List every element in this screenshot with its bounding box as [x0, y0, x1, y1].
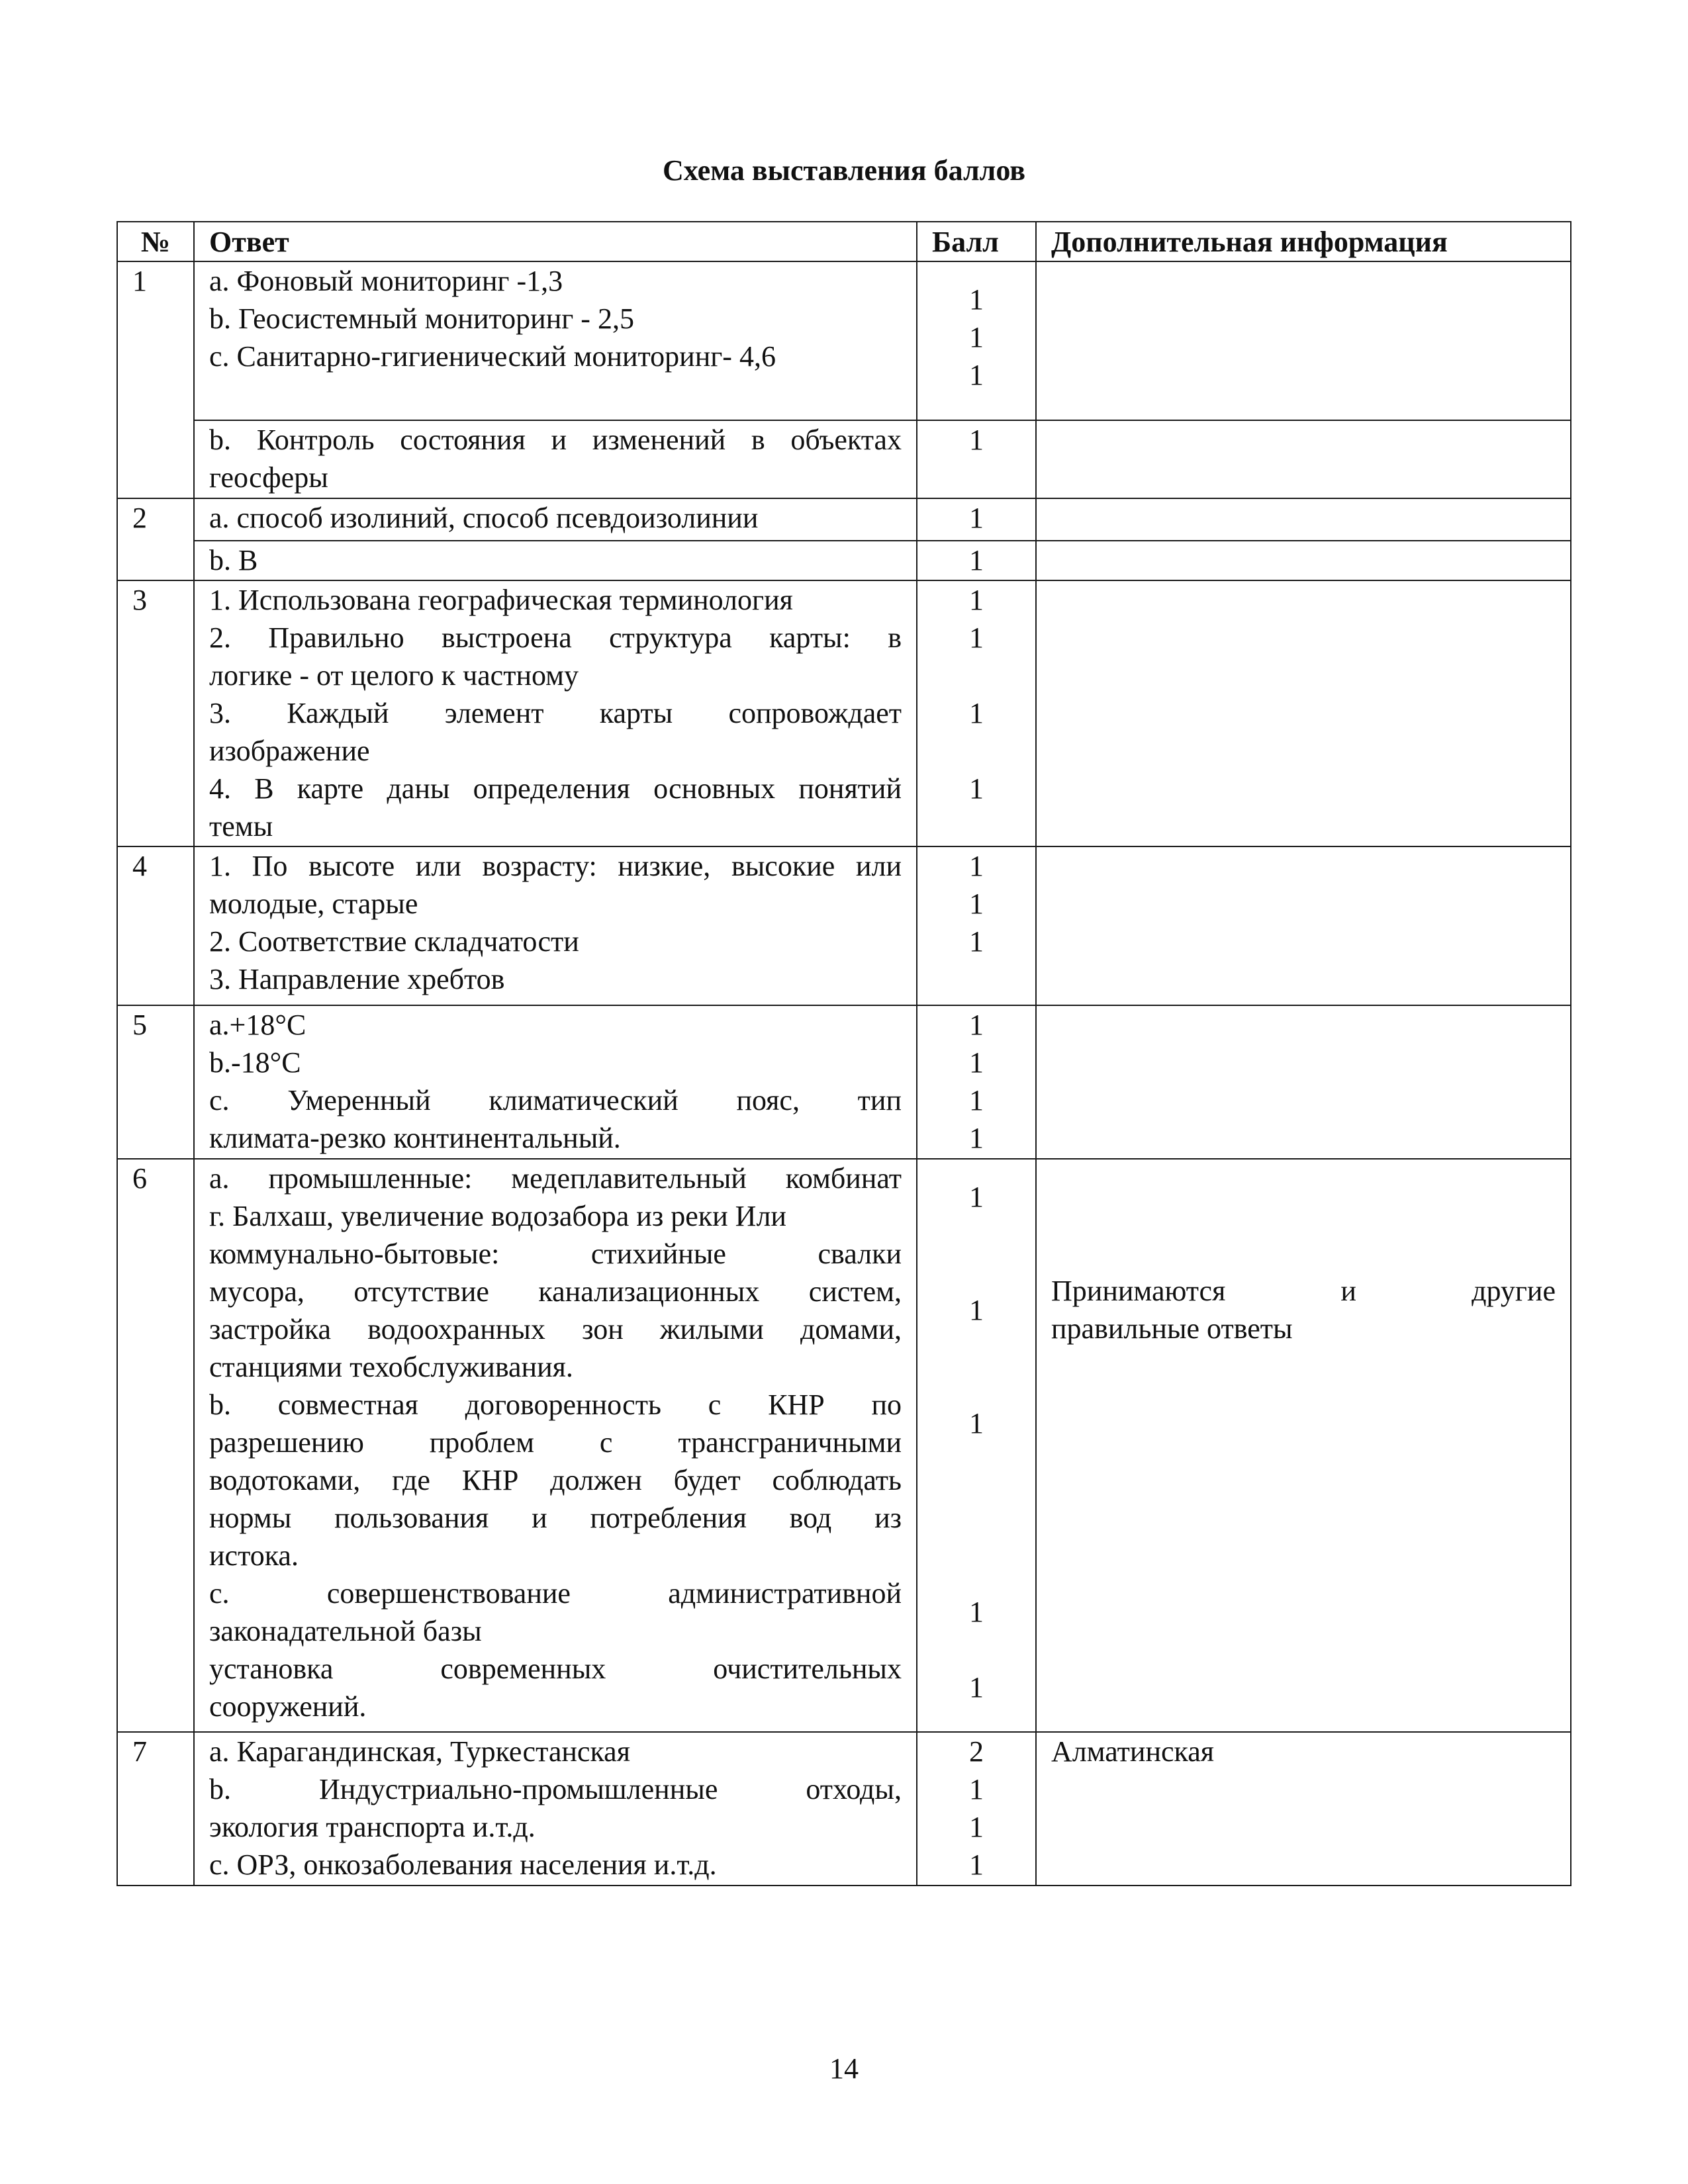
info-cell: [1036, 498, 1571, 541]
table-row: [117, 498, 1571, 541]
table-row: [117, 580, 1571, 846]
score-spacer: [932, 1367, 1021, 1404]
answer-line: экология транспорта и.т.д.: [209, 1811, 536, 1843]
answer-line: установка современных очистительных: [209, 1653, 902, 1685]
answer-line: изображение: [209, 735, 370, 767]
score-spacer: [932, 1329, 1021, 1367]
answer-cell: [194, 846, 917, 1005]
answer-line: b. Геосистемный мониторинг - 2,5: [209, 302, 634, 335]
answer-line: b. Индустриально-промышленные отходы,: [209, 1773, 902, 1805]
question-number: 1: [117, 261, 194, 498]
header-additional-info: Дополнительная информация: [1036, 222, 1571, 261]
answer-line: станциями техобслуживания.: [209, 1351, 573, 1383]
header-score: Балл: [917, 222, 1036, 261]
info-line: Алматинская: [1051, 1735, 1214, 1768]
question-number: 2: [117, 498, 194, 580]
answer-line: 2. Соответствие складчатости: [209, 925, 579, 958]
info-cell: [1036, 261, 1571, 420]
answer-line: застройка водоохранных зон жилыми домами,: [209, 1313, 902, 1345]
answer-line: 1. По высоте или возрасту: низкие, высокие или: [209, 850, 902, 882]
answer-line: a. Карагандинская, Туркестанская: [209, 1735, 630, 1768]
answer-line: климата-резко континентальный.: [209, 1122, 621, 1154]
answer-line: геосферы: [209, 461, 328, 494]
answer-line: коммунально-бытовые: стихийные свалки: [209, 1238, 902, 1270]
score-value: 2: [969, 1735, 984, 1768]
answer-line: молодые, старые: [209, 887, 418, 920]
score-value: 1: [969, 925, 984, 958]
score-value: 1: [969, 1046, 984, 1079]
score-value: 1: [917, 498, 1036, 541]
page-number: 14: [829, 2052, 859, 2085]
table-row: [117, 541, 1571, 580]
score-value: 1: [969, 1811, 984, 1843]
score-value: 1: [969, 1181, 984, 1213]
score-cell: [917, 1159, 1036, 1732]
info-cell: [1036, 1005, 1571, 1159]
score-cell: [917, 580, 1036, 846]
score-value: 1: [969, 850, 984, 882]
score-value: 1: [917, 541, 1036, 580]
score-spacer: [932, 1480, 1021, 1518]
score-value: 1: [969, 1671, 984, 1704]
answer-line: a. способ изолиний, способ псевдоизолинии: [194, 498, 917, 541]
answer-line: истока.: [209, 1539, 299, 1572]
answer-line: c. ОРЗ, онкозаболевания населения и.т.д.: [209, 1848, 717, 1881]
answer-cell: [194, 1732, 917, 1886]
answer-line: разрешению проблем с трансграничными: [209, 1426, 902, 1459]
score-cell: [917, 261, 1036, 420]
answer-line: 1. Использована географическая терминология: [209, 584, 793, 616]
table-row: [117, 1732, 1571, 1886]
answer-line: c. совершенствование административной: [209, 1577, 902, 1610]
answer-cell: [194, 580, 917, 846]
header-answer: Ответ: [194, 222, 917, 261]
header-number: №: [117, 222, 194, 261]
info-cell: [1036, 541, 1571, 580]
score-value: 1: [969, 359, 984, 391]
scoring-table: [117, 221, 1571, 1886]
question-number: 3: [117, 580, 194, 846]
score-value: 1: [969, 621, 984, 654]
score-spacer: [932, 657, 1021, 694]
info-cell: [1036, 420, 1571, 498]
score-value: 1: [969, 1009, 984, 1041]
answer-line: сооружений.: [209, 1690, 367, 1723]
answer-line: c. Умеренный климатический пояс, тип: [209, 1084, 902, 1116]
answer-line: водотоками, где КНР должен будет соблюдать: [209, 1464, 902, 1496]
score-value: 1: [969, 1084, 984, 1116]
answer-cell: [194, 1005, 917, 1159]
score-value: 1: [969, 584, 984, 616]
score-spacer: [932, 1631, 1021, 1668]
score-value: 1: [969, 1122, 984, 1154]
answer-line: нормы пользования и потребления вод из: [209, 1502, 902, 1534]
info-line: Принимаются и другие: [1051, 1275, 1556, 1307]
score-value: 1: [969, 321, 984, 353]
answer-cell: [194, 261, 917, 420]
question-number: 6: [117, 1159, 194, 1732]
answer-line: b. Контроль состояния и изменений в объектах: [209, 424, 902, 456]
score-value: 1: [969, 887, 984, 920]
answer-line: a.+18°C: [209, 1009, 306, 1041]
score-value: 1: [969, 424, 984, 456]
score-cell: [917, 846, 1036, 1005]
answer-line: темы: [209, 810, 273, 842]
answer-line: 3. Каждый элемент карты сопровождает: [209, 697, 902, 729]
score-spacer: [932, 1442, 1021, 1480]
score-spacer: [932, 732, 1021, 770]
answer-line: г. Балхаш, увеличение водозабора из реки Или: [209, 1200, 786, 1232]
score-cell: [917, 420, 1036, 498]
info-cell: [1036, 1159, 1571, 1732]
table-row: [117, 1159, 1571, 1732]
answer-line: b. B: [194, 541, 917, 580]
info-cell: [1036, 580, 1571, 846]
score-value: 1: [969, 772, 984, 805]
answer-line: a. промышленные: медеплавительный комбинат: [209, 1162, 902, 1195]
score-value: 1: [969, 283, 984, 316]
score-value: 1: [969, 1407, 984, 1439]
score-spacer: [932, 1253, 1021, 1291]
info-line: правильные ответы: [1051, 1312, 1293, 1345]
answer-cell: [194, 1159, 917, 1732]
answer-line: законадательной базы: [209, 1615, 482, 1647]
table-row: [117, 846, 1571, 1005]
question-number: 4: [117, 846, 194, 1005]
question-number: 7: [117, 1732, 194, 1886]
score-spacer: [932, 1518, 1021, 1555]
score-spacer: [932, 1555, 1021, 1593]
page-title: Схема выставления баллов: [662, 154, 1025, 187]
table-row: [117, 1005, 1571, 1159]
answer-line: мусора, отсутствие канализационных систем,: [209, 1275, 902, 1308]
table-header-row: [117, 222, 1571, 261]
info-cell: [1036, 1732, 1571, 1886]
answer-line: b. совместная договоренность с КНР по: [209, 1388, 902, 1421]
score-value: 1: [969, 1294, 984, 1326]
score-cell: [917, 1005, 1036, 1159]
answer-line: 3. Направление хребтов: [209, 963, 505, 995]
score-value: 1: [969, 1773, 984, 1805]
table-row: [117, 261, 1571, 420]
score-value: 1: [969, 697, 984, 729]
answer-line: 2. Правильно выстроена структура карты: в: [209, 621, 902, 654]
info-cell: [1036, 846, 1571, 1005]
score-value: 1: [969, 1596, 984, 1628]
answer-line: a. Фоновый мониторинг -1,3: [209, 265, 563, 297]
answer-cell: [194, 420, 917, 498]
answer-line: c. Санитарно-гигиенический мониторинг- 4,6: [209, 340, 776, 373]
question-number: 5: [117, 1005, 194, 1159]
score-spacer: [932, 1216, 1021, 1253]
score-value: 1: [969, 1848, 984, 1881]
answer-line: 4. В карте даны определения основных понятий: [209, 772, 902, 805]
table-row: [117, 420, 1571, 498]
score-cell: [917, 1732, 1036, 1886]
answer-line: логике - от целого к частному: [209, 659, 579, 692]
answer-line: b.-18°C: [209, 1046, 301, 1079]
